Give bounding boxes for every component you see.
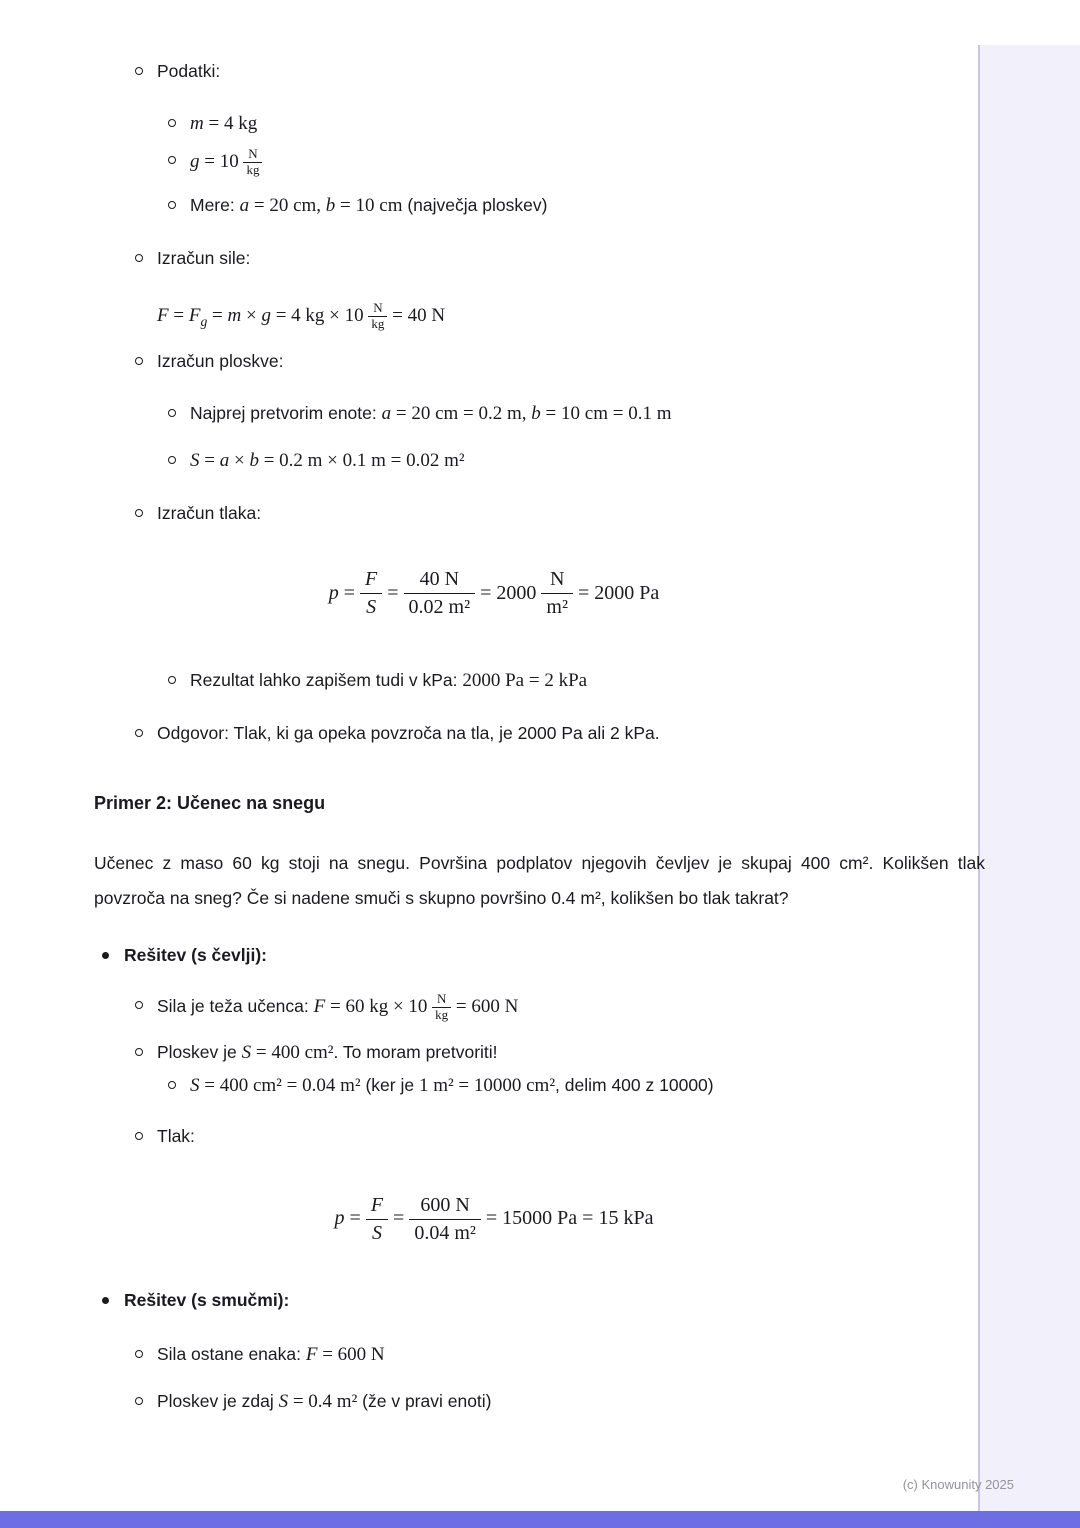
footer-bar	[0, 1511, 1080, 1528]
answer-text: Odgovor: Tlak, ki ga opeka povzroča na tla, je 2000 Pa ali 2 kPa.	[157, 723, 660, 744]
circle-bullet-icon	[168, 1081, 176, 1089]
force-equation-math: $F = F_g = m \times g = 4$ kg × 10 $\frac{N}{kg}$ = 40 N	[157, 299, 446, 331]
dimensions-prefix: Mere:	[190, 194, 240, 215]
circle-bullet-icon	[168, 156, 176, 164]
list-item-podatki	[94, 58, 985, 84]
unit-conversion-prefix: Najprej pretvorim enote:	[190, 403, 382, 424]
circle-bullet-icon	[135, 509, 143, 517]
pressure-equation2-display	[94, 1192, 894, 1247]
list-item-solution-shoes	[94, 942, 985, 968]
list-item-solution-skis	[94, 1287, 985, 1313]
area-conversion-mid: (ker je	[360, 1075, 419, 1096]
circle-bullet-icon	[168, 456, 176, 464]
pressure-equation-display	[94, 566, 894, 621]
shoe-force-prefix: Sila je teža učenca:	[157, 996, 314, 1017]
ski-area-equation: S = 0.4 m²	[278, 1391, 358, 1413]
pressure-label: Tlak:	[157, 1126, 195, 1147]
gravity-equation: g = 10 $\frac{N}{kg}$	[190, 151, 262, 172]
example2-heading: Primer 2: Učenec na snegu	[94, 793, 326, 814]
list-item-unit-conversion	[94, 400, 985, 427]
list-item-dimensions	[94, 192, 985, 219]
area-conversion-equation2: 1 m² = 10000 cm²	[418, 1075, 556, 1097]
list-item-area-section	[94, 348, 985, 374]
ski-area-suffix: (že v pravi enoti)	[357, 1391, 492, 1412]
circle-bullet-icon	[135, 729, 143, 737]
circle-bullet-icon	[135, 1397, 143, 1405]
ski-force-prefix: Sila ostane enaka:	[157, 1344, 306, 1365]
dimensions-equation: a = 20 cm, b = 10 cm	[239, 194, 403, 216]
result-kpa-prefix: Rezultat lahko zapišem tudi v kPa:	[190, 670, 463, 691]
dimensions-suffix: (največja ploskev)	[402, 194, 548, 215]
pressure-section-label: Izračun tlaka:	[157, 503, 262, 524]
circle-bullet-icon	[135, 254, 143, 262]
shoe-area-suffix: . To moram pretvoriti!	[333, 1042, 498, 1063]
footer-credit: (c) Knowunity 2025	[902, 1477, 1014, 1492]
result-kpa-math: 2000 Pa = 2 kPa	[462, 670, 588, 692]
list-item-area-equation	[94, 447, 985, 474]
circle-bullet-icon	[135, 1048, 143, 1056]
unit-conversion-equation: a = 20 cm = 0.2 m, b = 10 cm = 0.1 m	[381, 403, 672, 425]
force-equation	[94, 301, 985, 335]
circle-bullet-icon	[168, 119, 176, 127]
example2-paragraph: Učenec z maso 60 kg stoji na snegu. Površina podplatov njegovih čevljev je skupaj 400 cm². Kolikšen tlak povzroča na sneg? Če si nadene smuči s skupno površino 0.4 m², kolikšen bo tlak takrat?	[94, 853, 985, 909]
list-item-ski-area	[94, 1388, 985, 1415]
list-item-shoe-area	[94, 1039, 985, 1066]
list-item-force-section	[94, 245, 985, 271]
shoe-force-equation: F = 60 kg × 10 $\frac{N}{kg}$ = 600 N	[313, 991, 519, 1023]
circle-bullet-icon	[168, 409, 176, 417]
area-conversion-suffix: , delim 400 z 10000)	[555, 1075, 714, 1096]
ski-force-equation: F = 600 N	[305, 1344, 385, 1366]
pressure-equation2-math: p = $\frac{F}{S}$ = $\frac{600 N}{\text{0.04 m²}}$ = 15000 Pa = 15 kPa	[334, 1194, 654, 1245]
circle-bullet-icon	[135, 1350, 143, 1358]
mass-equation: m = 4 kg	[190, 113, 258, 134]
list-item-answer	[94, 720, 985, 746]
shoe-area-prefix: Ploskev je	[157, 1042, 242, 1063]
list-item-pressure-label	[94, 1123, 985, 1149]
circle-bullet-icon	[135, 1132, 143, 1140]
list-item-ski-force	[94, 1341, 985, 1368]
ski-area-prefix: Ploskev je zdaj	[157, 1391, 279, 1412]
circle-bullet-icon	[135, 357, 143, 365]
area-conversion-equation: S = 400 cm² = 0.04 m²	[190, 1075, 361, 1097]
disc-bullet-icon	[102, 1297, 109, 1304]
circle-bullet-icon	[135, 67, 143, 75]
list-item-shoe-force	[94, 992, 985, 1023]
shoe-area-equation: S = 400 cm²	[241, 1042, 334, 1064]
list-item-mass	[94, 110, 985, 137]
circle-bullet-icon	[168, 676, 176, 684]
list-item-pressure-section	[94, 500, 985, 526]
list-item-gravity	[94, 147, 985, 178]
pressure-equation-math: p = $\frac{F}{S}$ = $\frac{40 N}{\text{0.02 m²}}$ = 2000 $\frac{N}{\text{m²}}$ = 2000 Pa	[328, 568, 660, 619]
solution-skis-label: Rešitev (s smučmi):	[124, 1290, 290, 1311]
circle-bullet-icon	[135, 1001, 143, 1009]
disc-bullet-icon	[102, 952, 109, 959]
podatki-label: Podatki:	[157, 61, 221, 81]
solution-shoes-label: Rešitev (s čevlji):	[124, 945, 267, 966]
area-equation-math: S = a × b = 0.2 m × 0.1 m = 0.02 m²	[190, 450, 465, 472]
list-item-area-conversion	[94, 1072, 985, 1099]
list-item-result-kpa	[94, 667, 985, 694]
area-section-label: Izračun ploskve:	[157, 351, 284, 372]
force-section-label: Izračun sile:	[157, 247, 251, 268]
circle-bullet-icon	[168, 201, 176, 209]
